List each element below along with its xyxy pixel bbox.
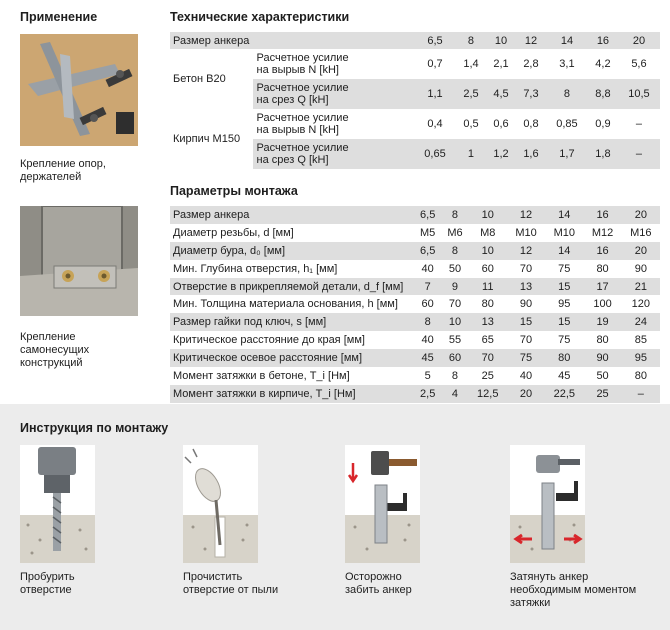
table-row — [170, 385, 660, 403]
application-title: Применение — [20, 10, 98, 24]
value-cell: 80 — [634, 369, 647, 382]
value-cell: 15 — [545, 313, 583, 331]
value-cell: 16 — [583, 242, 621, 260]
value-cell: M5 — [420, 226, 436, 239]
tech-table — [170, 32, 660, 169]
table-row — [170, 206, 660, 224]
value-cell: 8 — [414, 313, 441, 331]
value-cell: 60 — [441, 349, 468, 367]
table-row — [170, 295, 660, 313]
value-cell: 13 — [507, 278, 545, 296]
value-cell: M6 — [447, 226, 463, 239]
value-cell: 0,8 — [523, 118, 539, 130]
table-row — [170, 278, 660, 296]
mount-table — [170, 206, 660, 403]
value-cell: 50 — [448, 262, 462, 275]
value-cell: 4,2 — [595, 58, 611, 70]
value-cell: M10 — [553, 226, 575, 239]
table-row — [170, 49, 660, 79]
value-cell: 1,8 — [588, 139, 618, 169]
value-cell: 2,5 — [414, 385, 441, 403]
value-cell: 17 — [583, 278, 621, 296]
value-cell: 1,2 — [486, 139, 516, 169]
value-cell: 70 — [519, 262, 533, 275]
wrench-icon — [510, 445, 585, 563]
drill-icon — [20, 445, 95, 563]
value-cell: 45 — [558, 369, 571, 382]
value-cell: 8 — [441, 206, 468, 224]
value-cell: 0,6 — [493, 118, 509, 130]
tech-header-label: Размер анкера — [170, 32, 414, 49]
value-cell: 8 — [546, 79, 588, 109]
value-cell: 70 — [519, 334, 533, 347]
value-cell: 25 — [481, 369, 494, 382]
value-cell: – — [622, 385, 660, 403]
value-cell: 0,9 — [595, 118, 611, 130]
value-cell: 5 — [424, 369, 431, 382]
blower-icon — [183, 445, 258, 563]
value-cell: 55 — [448, 334, 462, 347]
step-tighten — [510, 445, 585, 563]
instructions-title: Инструкция по монтажу — [20, 421, 169, 435]
table-row — [170, 260, 660, 278]
value-cell: 2,5 — [456, 79, 486, 109]
step-clean — [183, 445, 258, 563]
row-label: Диаметр резьбы, d [мм] — [173, 226, 294, 239]
value-cell: M10 — [515, 226, 537, 239]
row-label: Мин. Толщина материала основания, h [мм] — [173, 298, 398, 311]
value-cell: 20 — [622, 242, 660, 260]
row-label: Мин. Глубина отверстия, h₁ [мм] — [173, 262, 338, 275]
value-cell: 95 — [622, 349, 660, 367]
row-label: Расчетное усилие на срез Q [kH] — [252, 79, 414, 109]
size-cell: 16 — [588, 32, 618, 49]
value-cell: 0,5 — [463, 118, 479, 130]
value-cell: 1,6 — [516, 139, 546, 169]
row-label: Диаметр бура, d₀ [мм] — [170, 242, 414, 260]
value-cell: 85 — [634, 334, 647, 347]
value-cell: – — [618, 139, 660, 169]
support-bracket-caption: Крепление опор, держателей — [20, 158, 106, 183]
size-cell: 14 — [546, 32, 588, 49]
value-cell: M8 — [480, 226, 496, 239]
value-cell: 95 — [558, 298, 571, 311]
row-label: Отверстие в прикрепляемой детали, d_f [мм] — [170, 278, 414, 296]
value-cell: 20 — [622, 206, 660, 224]
value-cell: 80 — [481, 298, 494, 311]
step-drill — [20, 445, 95, 563]
value-cell: 8 — [451, 369, 459, 382]
value-cell: M16 — [630, 226, 652, 239]
hammer-icon — [345, 445, 420, 563]
value-cell: 19 — [583, 313, 621, 331]
value-cell: 24 — [622, 313, 660, 331]
value-cell: 120 — [631, 298, 651, 311]
value-cell: 0,4 — [427, 118, 443, 130]
value-cell: – — [635, 118, 643, 130]
value-cell: 14 — [545, 206, 583, 224]
size-cell: 12 — [516, 32, 546, 49]
value-cell: 12 — [507, 206, 545, 224]
load-bearing-structure-photo — [20, 206, 138, 316]
value-cell: 1 — [456, 139, 486, 169]
row-label: Расчетное усилие на вырыв N [kH] — [252, 49, 414, 79]
value-cell: 90 — [519, 298, 533, 311]
row-label: Размер анкера — [170, 206, 414, 224]
value-cell: 4 — [441, 385, 468, 403]
value-cell: 80 — [545, 349, 583, 367]
table-row — [170, 313, 660, 331]
size-cell: 20 — [618, 32, 660, 49]
row-label: Момент затяжки в бетоне, T_i [Нм] — [173, 369, 350, 382]
table-row — [170, 242, 660, 260]
table-row — [170, 331, 660, 349]
step-caption: Пробурить отверстие — [20, 571, 75, 596]
table-row — [170, 224, 660, 242]
row-label: Размер гайки под ключ, s [мм] — [170, 313, 414, 331]
value-cell: 40 — [421, 262, 434, 275]
value-cell: 21 — [622, 278, 660, 296]
size-cell: 10 — [486, 32, 516, 49]
row-label: Критическое расстояние до края [мм] — [173, 334, 365, 347]
step-caption: Затянуть анкер необходимым моментом затяжки — [510, 571, 637, 609]
value-cell: 20 — [507, 385, 545, 403]
table-row — [170, 367, 660, 385]
value-cell: 60 — [421, 298, 434, 311]
step-caption: Прочистить отверстие от пыли — [183, 571, 279, 596]
value-cell: 3,1 — [559, 58, 575, 70]
value-cell: 10 — [469, 206, 507, 224]
value-cell: 15 — [545, 278, 583, 296]
size-cell: 6,5 — [414, 32, 456, 49]
value-cell: 8 — [441, 242, 468, 260]
value-cell: 40 — [421, 334, 434, 347]
value-cell: 16 — [583, 206, 621, 224]
value-cell: 75 — [507, 349, 545, 367]
material-label: Бетон В20 — [173, 73, 226, 85]
value-cell: M12 — [591, 226, 614, 239]
table-row — [170, 109, 660, 139]
support-bracket-photo — [20, 34, 138, 146]
value-cell: 13 — [469, 313, 507, 331]
value-cell: 0,65 — [414, 139, 456, 169]
row-label: Расчетное усилие на срез Q [kH] — [252, 139, 414, 169]
value-cell: 6,5 — [414, 242, 441, 260]
value-cell: 15 — [507, 313, 545, 331]
value-cell: 7 — [414, 278, 441, 296]
material-label: Кирпич М150 — [173, 133, 241, 145]
value-cell: 9 — [441, 278, 468, 296]
value-cell: 40 — [519, 369, 533, 382]
step-caption: Осторожно забить анкер — [345, 571, 412, 596]
value-cell: 11 — [469, 278, 507, 296]
tech-header-row — [170, 32, 660, 49]
value-cell: 70 — [469, 349, 507, 367]
value-cell: 14 — [545, 242, 583, 260]
value-cell: 10 — [441, 313, 468, 331]
value-cell: 80 — [596, 334, 609, 347]
table-row — [170, 349, 660, 367]
value-cell: 60 — [481, 262, 494, 275]
value-cell: 90 — [583, 349, 621, 367]
row-label: Критическое осевое расстояние [мм] — [170, 349, 414, 367]
value-cell: 12,5 — [469, 385, 507, 403]
value-cell: 22,5 — [545, 385, 583, 403]
value-cell: 4,5 — [486, 79, 516, 109]
value-cell: 10 — [469, 242, 507, 260]
value-cell: 1,1 — [414, 79, 456, 109]
value-cell: 5,6 — [631, 58, 647, 70]
value-cell: 2,8 — [523, 58, 539, 70]
value-cell: 100 — [593, 298, 612, 311]
value-cell: 50 — [596, 369, 609, 382]
value-cell: 25 — [583, 385, 621, 403]
value-cell: 1,4 — [463, 58, 479, 70]
value-cell: 65 — [481, 334, 494, 347]
load-bearing-structure-caption: Крепление самонесущих конструкций — [20, 331, 90, 369]
tech-title: Технические характеристики — [170, 10, 350, 24]
value-cell: 80 — [596, 262, 609, 275]
value-cell: 8,8 — [588, 79, 618, 109]
mount-title: Параметры монтажа — [170, 184, 298, 198]
size-cell: 8 — [456, 32, 486, 49]
value-cell: 70 — [448, 298, 462, 311]
value-cell: 6,5 — [414, 206, 441, 224]
row-label: Момент затяжки в кирпиче, T_i [Нм] — [170, 385, 414, 403]
step-hammer — [345, 445, 420, 563]
row-label: Расчетное усилие на вырыв N [kH] — [252, 109, 414, 139]
value-cell: 0,85 — [556, 118, 578, 130]
value-cell: 1,7 — [546, 139, 588, 169]
value-cell: 7,3 — [516, 79, 546, 109]
value-cell: 45 — [414, 349, 441, 367]
value-cell: 0,7 — [427, 58, 443, 70]
value-cell: 10,5 — [618, 79, 660, 109]
value-cell: 12 — [507, 242, 545, 260]
value-cell: 75 — [558, 334, 571, 347]
value-cell: 2,1 — [493, 58, 509, 70]
value-cell: 90 — [634, 262, 647, 275]
value-cell: 75 — [558, 262, 571, 275]
